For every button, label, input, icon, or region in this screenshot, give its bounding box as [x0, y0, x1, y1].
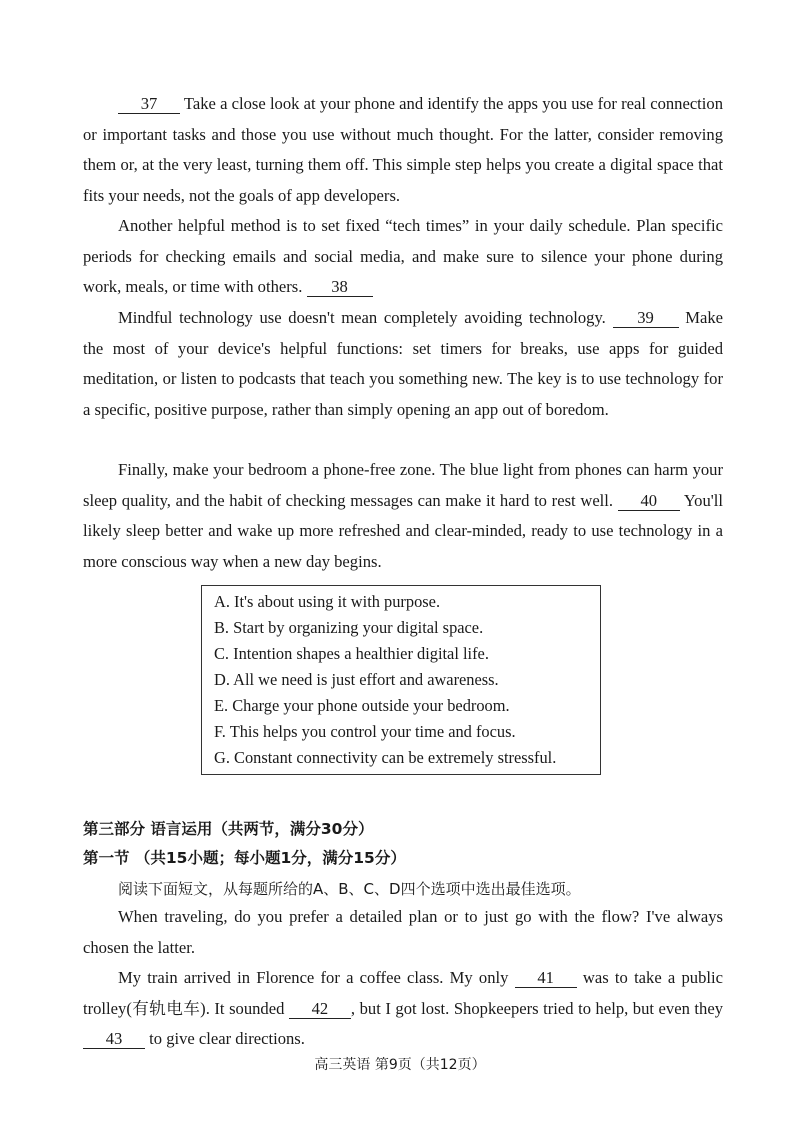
- paragraph-39-text-a: Mindful technology use doesn't mean completely avoiding technology.: [118, 308, 606, 327]
- option-d[interactable]: D. All we need is just effort and awareness.: [214, 670, 499, 689]
- story-paragraph-1: [83, 902, 723, 963]
- blank-41[interactable]: 41: [515, 969, 577, 988]
- blank-40[interactable]: 40: [618, 492, 680, 511]
- section1-instruction: 阅读下面短文，从每题所给的A、B、C、D四个选项中选出最佳选项。: [118, 880, 581, 898]
- story-text-b: was to take a public trolley(有轨电车). It sounded: [83, 968, 723, 1018]
- option-c[interactable]: C. Intention shapes a healthier digital life.: [214, 644, 489, 663]
- paragraph-39-text-b: Make the most of your device's helpful functions: set timers for breaks, use apps for guided meditation, or listen to podcasts that teach you something new. The key is to use technology for a specific, positive purpose, rather than simply opening an app out of boredom.: [83, 308, 723, 419]
- story-text-a: My train arrived in Florence for a coffee class. My only: [118, 968, 509, 987]
- story-paragraph-1-text: When traveling, do you prefer a detailed plan or to just go with the flow? I've always chosen the latter.: [83, 907, 723, 957]
- option-e[interactable]: E. Charge your phone outside your bedroom.: [214, 696, 510, 715]
- option-b[interactable]: B. Start by organizing your digital space.: [214, 618, 484, 637]
- paragraph-40: [83, 455, 723, 577]
- paragraph-37: [83, 89, 723, 211]
- option-a[interactable]: A. It's about using it with purpose.: [214, 592, 441, 611]
- blank-42[interactable]: 42: [289, 1000, 351, 1019]
- option-g[interactable]: G. Constant connectivity can be extremely stressful.: [214, 748, 557, 767]
- paragraph-40-text-b: You'll likely sleep better and wake up more refreshed and clear-minded, ready to use technology in a more conscious way when a new day begins.: [83, 490, 723, 571]
- option-f[interactable]: F. This helps you control your time and focus.: [214, 722, 516, 741]
- paragraph-40-text-a: Finally, make your bedroom a phone-free zone. The blue light from phones can harm your sleep quality, and the habit of checking messages can make it hard to rest well.: [83, 460, 723, 510]
- blank-39[interactable]: 39: [613, 309, 679, 328]
- options-box: [201, 585, 601, 775]
- section1-heading: 第一节 （共15小题；每小题1分，满分15分）: [83, 849, 406, 867]
- paragraph-38-text: Another helpful method is to set fixed “tech times” in your daily schedule. Plan specific periods for checking emails and social media, and make sure to silence your phone during work, meals, or time with others.: [83, 216, 723, 296]
- paragraph-38: [83, 211, 723, 303]
- story-text-c: , but I got lost. Shopkeepers tried to help, but even they: [350, 998, 723, 1018]
- paragraph-37-text: Take a close look at your phone and identify the apps you use for real connection or important tasks and those you use without much thought. For the latter, consider removing them or, at the very least, turning them off. This simple step helps you create a digital space that fits your needs, not the goals of app developers.: [83, 94, 724, 205]
- story-paragraph-2: [83, 963, 723, 1055]
- blank-37[interactable]: 37: [118, 95, 180, 114]
- page-footer: 高三英语 第9页（共12页）: [314, 1057, 486, 1073]
- blank-38[interactable]: 38: [307, 278, 373, 297]
- blank-43[interactable]: 43: [83, 1030, 145, 1049]
- paragraph-39: [83, 303, 723, 425]
- story-text-d: to give clear directions.: [149, 1029, 305, 1048]
- part3-heading: 第三部分 语言运用（共两节，满分30分）: [83, 820, 374, 838]
